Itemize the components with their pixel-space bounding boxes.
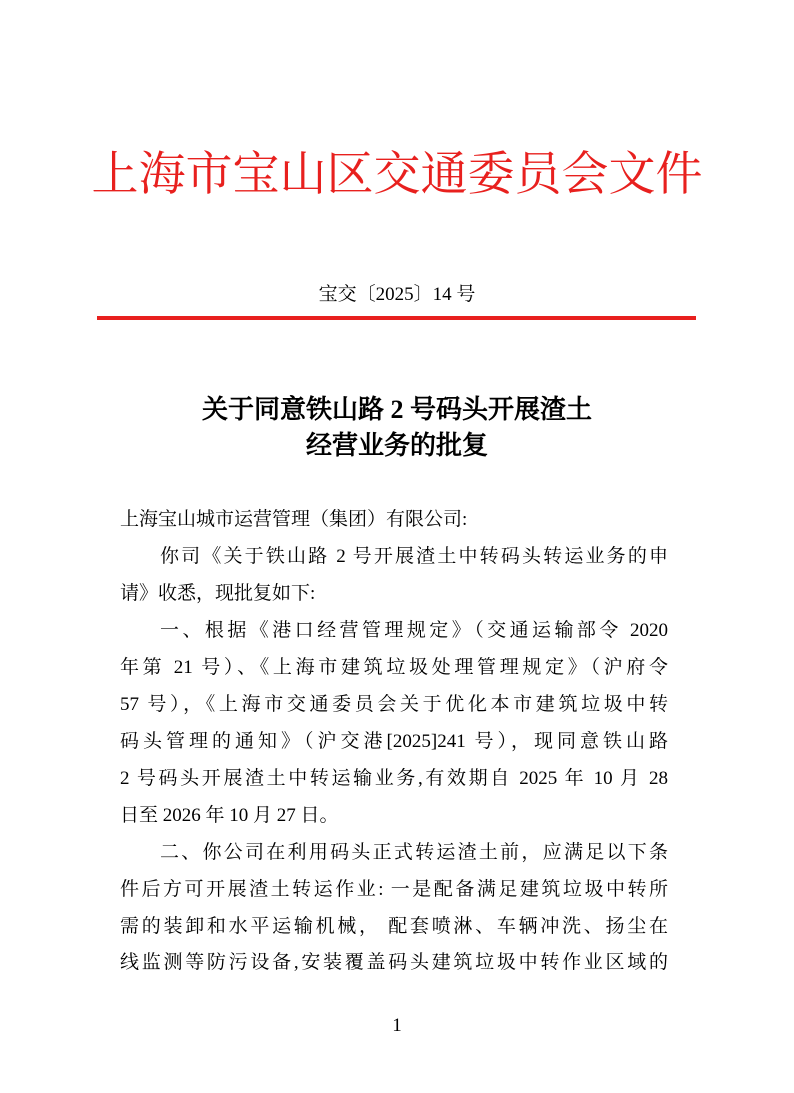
body-line: 你司《关于铁山路 2 号开展渣土中转码头转运业务的申 [160, 546, 668, 567]
body-line: 2 号码头开展渣土中转运输业务,有效期自 2025 年 10 月 28 [120, 768, 668, 789]
red-divider-line [97, 316, 696, 320]
document-issuer-title: 上海市宝山区交通委员会文件 [91, 149, 703, 201]
body-line: 线监测等防污设备,安装覆盖码头建筑垃圾中转作业区域的 [120, 952, 668, 973]
body-line: 年第 21 号）、《上海市建筑垃圾处理管理规定》（沪府令 [120, 657, 668, 678]
page-number: 1 [392, 1015, 402, 1036]
body-line: 件后方可开展渣土转运作业: 一是配备满足建筑垃圾中转所 [120, 879, 668, 900]
body-line: 57 号），《上海市交通委员会关于优化本市建筑垃圾中转 [120, 694, 668, 715]
body-line: 请》收悉，现批复如下: [120, 583, 316, 604]
body-line: 日至 2026 年 10 月 27 日。 [120, 805, 339, 826]
body-line: 二、你公司在利用码头正式转运渣土前，应满足以下条 [160, 842, 668, 863]
body-line: 一、根据《港口经营管理规定》（交通运输部令 2020 [160, 620, 668, 641]
body-line: 需的装卸和水平运输机械， 配套喷淋、车辆冲洗、扬尘在 [120, 916, 668, 937]
document-heading-line-1: 关于同意铁山路 2 号码头开展渣土 [201, 395, 592, 424]
document-number: 宝交〔2025〕14 号 [318, 284, 476, 305]
body-line-addressee: 上海宝山城市运营管理（集团）有限公司: [120, 509, 468, 530]
body-line: 码头管理的通知》（沪交港[2025]241 号），现同意铁山路 [120, 731, 668, 752]
document-heading-line-2: 经营业务的批复 [305, 431, 488, 460]
